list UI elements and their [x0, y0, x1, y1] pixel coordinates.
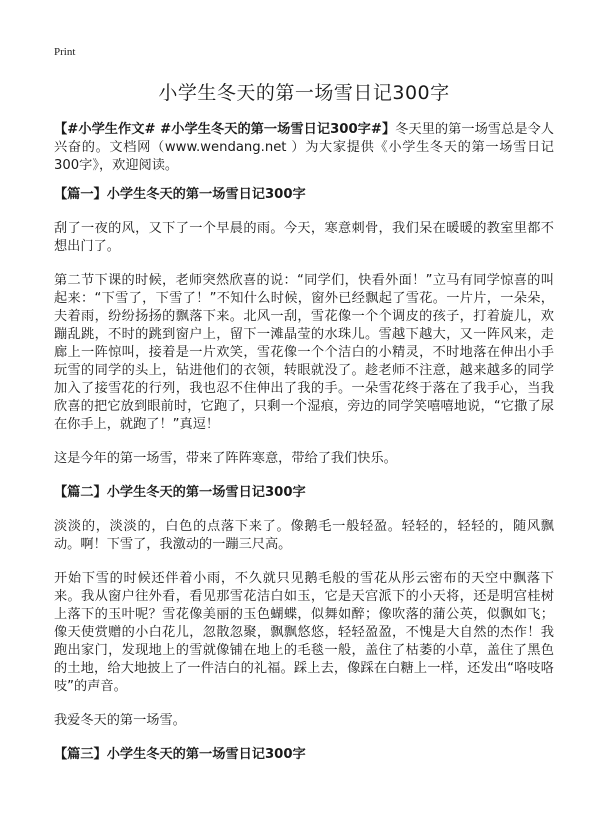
section-2-paragraph-1: 淡淡的，淡淡的，白色的点落下来了。像鹅毛一般轻盈。轻轻的，轻轻的，随风飘动。啊！下雪了，我激动的一蹦三尺高。 — [54, 519, 554, 552]
section-heading-1: 【篇一】小学生冬天的第一场雪日记300字 — [54, 187, 306, 202]
intro-text: 冬天里的第一场雪总是令人兴奋的。文档网（www.wendang.net ）为大家提供《小学生冬天的第一场雪日记300字》，欢迎阅读。 — [54, 122, 554, 173]
section-1-paragraph-1: 刮了一夜的风，又下了一个早晨的雨。今天，寒意刺骨，我们呆在暖暖的教室里都不想出门了。 — [54, 221, 554, 254]
section-1-paragraph-3: 这是今年的第一场雪，带来了阵阵寒意，带给了我们快乐。 — [54, 451, 397, 466]
section-heading-3: 【篇三】小学生冬天的第一场雪日记300字 — [54, 747, 306, 762]
intro-paragraph — [54, 121, 554, 175]
section-1-paragraph-2: 第二节下课的时候，老师突然欣喜的说：“同学们，快看外面！”立马有同学惊喜的叫起来：“下雪了，下雪了！”不知什么时候，窗外已经飘起了雪花。一片片，一朵朵，夫着雨，纷纷扬扬的飘落下来。北风一刮，雪花像一个个调皮的孩子，打着旋儿，欢蹦乱跳，不时的跳到窗户上，留下一滩晶莹的水珠儿。雪越下越大，又一阵风来，走廊上一阵惊叫，接着是一片欢笑，雪花像一个个洁白的小精灵，不时地落在伸出小手玩雪的同学的头上，钻进他们的衣领，转眼就没了。趁老师不注意，越来越多的同学加入了接雪花的行列，我也忍不住伸出了我的手。一朵雪花终于落在了我手心，当我欣喜的把它放到眼前时，它跑了，只剩一个湿痕，旁边的同学笑嘻嘻地说，“它撒了尿在你手上，就跑了！”真逗！ — [54, 273, 554, 432]
section-heading-2: 【篇二】小学生冬天的第一场雪日记300字 — [54, 485, 306, 500]
section-2-paragraph-2: 开始下雪的时候还伴着小雨，不久就只见鹅毛般的雪花从彤云密布的天空中飘落下来。我从窗户往外看，看见那雪花洁白如玉，它是天宫派下的小天将，还是明宫桂树上落下的玉叶呢？雪花像美丽的玉色蝴蝶，似舞如醉；像吹落的蒲公英，似飘如飞；像天使赏赠的小白花儿，忽散忽聚，飘飘悠悠，轻轻盈盈，不愧是大自然的杰作！我跑出家门，发现地上的雪就像铺在地上的毛毯一般，盖住了枯萎的小草，盖住了黑色的土地，给大地披上了一件洁白的礼福。踩上去，像踩在白糖上一样，还发出“咯吱咯吱”的声音。 — [54, 571, 554, 694]
page-title: 小学生冬天的第一场雪日记300字 — [158, 82, 450, 104]
document-body — [54, 78, 554, 780]
print-link[interactable]: Print — [54, 46, 76, 58]
section-2-paragraph-3: 我爱冬天的第一场雪。 — [54, 713, 186, 728]
intro-tag: 【#小学生作文# #小学生冬天的第一场雪日记300字#】 — [54, 122, 396, 137]
